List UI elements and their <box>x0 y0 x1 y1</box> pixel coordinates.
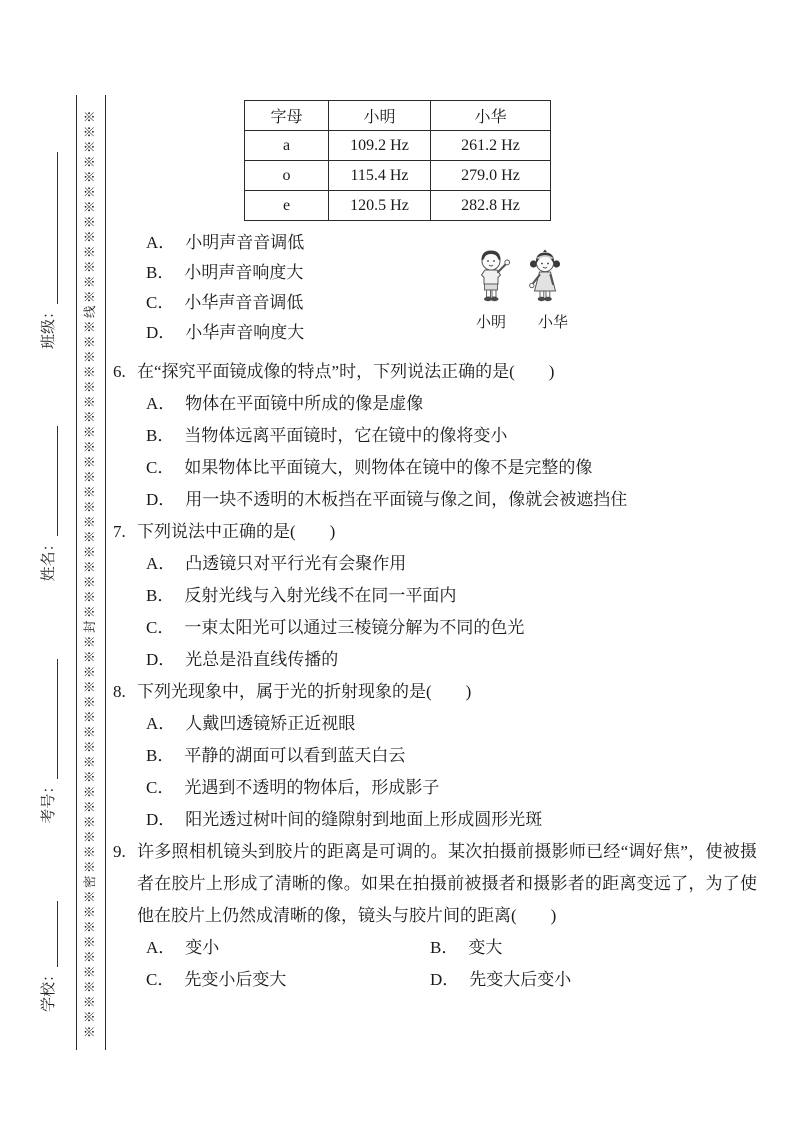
question-8 <box>112 676 757 836</box>
exam-number-fill-in-blank <box>40 659 58 779</box>
question-9-number: 9. <box>113 842 126 861</box>
question-8-number: 8. <box>113 682 126 701</box>
option-5c: C． 小华声音音调低 <box>146 293 304 312</box>
school-field <box>37 901 58 1012</box>
question-9 <box>112 836 757 996</box>
cell-e-xiaohua: 282.8 Hz <box>431 191 551 221</box>
question-6-stem: 在“探究平面镜成像的特点”时，下列说法正确的是( ) <box>137 362 555 381</box>
question-5-options <box>146 228 757 348</box>
name-label: 姓名： <box>41 536 57 582</box>
option-5b: B． 小明声音响度大 <box>146 263 304 282</box>
table-row <box>245 191 551 221</box>
cell-letter-o: o <box>245 161 329 191</box>
class-label: 班级： <box>41 304 57 350</box>
option-6c: C． 如果物体比平面镜大，则物体在镜中的像不是完整的像 <box>146 458 593 477</box>
cell-a-xiaoming: 109.2 Hz <box>329 131 431 161</box>
caption-xiaohua: 小华 <box>537 315 568 331</box>
school-fill-in-blank <box>40 901 58 967</box>
name-field <box>37 426 58 581</box>
cell-letter-e: e <box>245 191 329 221</box>
children-illustration-icon <box>465 244 575 310</box>
table-header-row <box>245 101 551 131</box>
question-7-number: 7. <box>113 522 126 541</box>
table-row <box>245 131 551 161</box>
question-7-stem: 下列说法中正确的是( ) <box>137 522 336 541</box>
figure-captions <box>462 315 578 331</box>
seal-line-text: ※※※※※※※※※※密※※※※※※※※※※※※※※※※封※※※※※※※※※※※※※※※※※※※※线※※※※※※※※※※※※※ <box>83 108 97 1039</box>
class-field <box>37 152 58 349</box>
exam-number-field <box>37 659 58 824</box>
option-8c: C． 光遇到不透明的物体后，形成影子 <box>146 778 440 797</box>
option-6b: B． 当物体远离平面镜时，它在镜中的像将变小 <box>146 426 508 445</box>
caption-xiaoming: 小明 <box>476 315 507 331</box>
school-label: 学校： <box>41 966 57 1012</box>
option-7a: A． 凸透镜只对平行光有会聚作用 <box>146 554 407 573</box>
class-fill-in-blank <box>40 152 58 304</box>
option-6a: A． 物体在平面镜中所成的像是虚像 <box>146 394 424 413</box>
question-6-number: 6. <box>113 362 126 381</box>
cell-e-xiaoming: 120.5 Hz <box>329 191 431 221</box>
cell-o-xiaohua: 279.0 Hz <box>431 161 551 191</box>
option-5a: A． 小明声音音调低 <box>146 233 305 252</box>
table-row <box>245 161 551 191</box>
option-7b: B． 反射光线与入射光线不在同一平面内 <box>146 586 457 605</box>
option-8a: A． 人戴凹透镜矫正近视眼 <box>146 714 356 733</box>
option-9c: C． 先变小后变大 <box>146 970 287 989</box>
option-9d: D． 先变大后变小 <box>430 970 572 989</box>
question-7 <box>112 516 757 676</box>
cell-letter-a: a <box>245 131 329 161</box>
question-9-stem: 许多照相机镜头到胶片的距离是可调的。某次拍摄前摄影师已经“调好焦”，使被摄者在胶片上形成了清晰的像。如果在拍摄前被摄者和摄影者的距离变远了，为了使他在胶片上仍然成清晰的像，镜头与胶片间的距离( ) <box>137 842 757 925</box>
header-xiaoming: 小明 <box>329 101 431 131</box>
exam-content <box>112 96 757 996</box>
option-9a: A． 变小 <box>146 938 220 957</box>
option-8b: B． 平静的湖面可以看到蓝天白云 <box>146 746 406 765</box>
header-xiaohua: 小华 <box>431 101 551 131</box>
question-6 <box>112 356 757 516</box>
name-fill-in-blank <box>40 426 58 536</box>
header-letter: 字母 <box>245 101 329 131</box>
option-8d: D． 阳光透过树叶间的缝隙射到地面上形成圆形光斑 <box>146 810 543 829</box>
cell-o-xiaoming: 115.4 Hz <box>329 161 431 191</box>
exam-number-label: 考号： <box>41 778 57 824</box>
question-5-figure <box>462 244 578 331</box>
question-8-stem: 下列光现象中，属于光的折射现象的是( ) <box>137 682 472 701</box>
cell-a-xiaohua: 261.2 Hz <box>431 131 551 161</box>
student-info-fields <box>36 152 58 1012</box>
option-7d: D． 光总是沿直线传播的 <box>146 650 339 669</box>
option-7c: C． 一束太阳光可以通过三棱镜分解为不同的色光 <box>146 618 525 637</box>
option-5d: D． 小华声音响度大 <box>146 323 305 342</box>
option-6d: D． 用一块不透明的木板挡在平面镜与像之间，像就会被遮挡住 <box>146 490 628 509</box>
option-9b: B． 变大 <box>430 938 503 957</box>
frequency-table <box>244 100 551 221</box>
